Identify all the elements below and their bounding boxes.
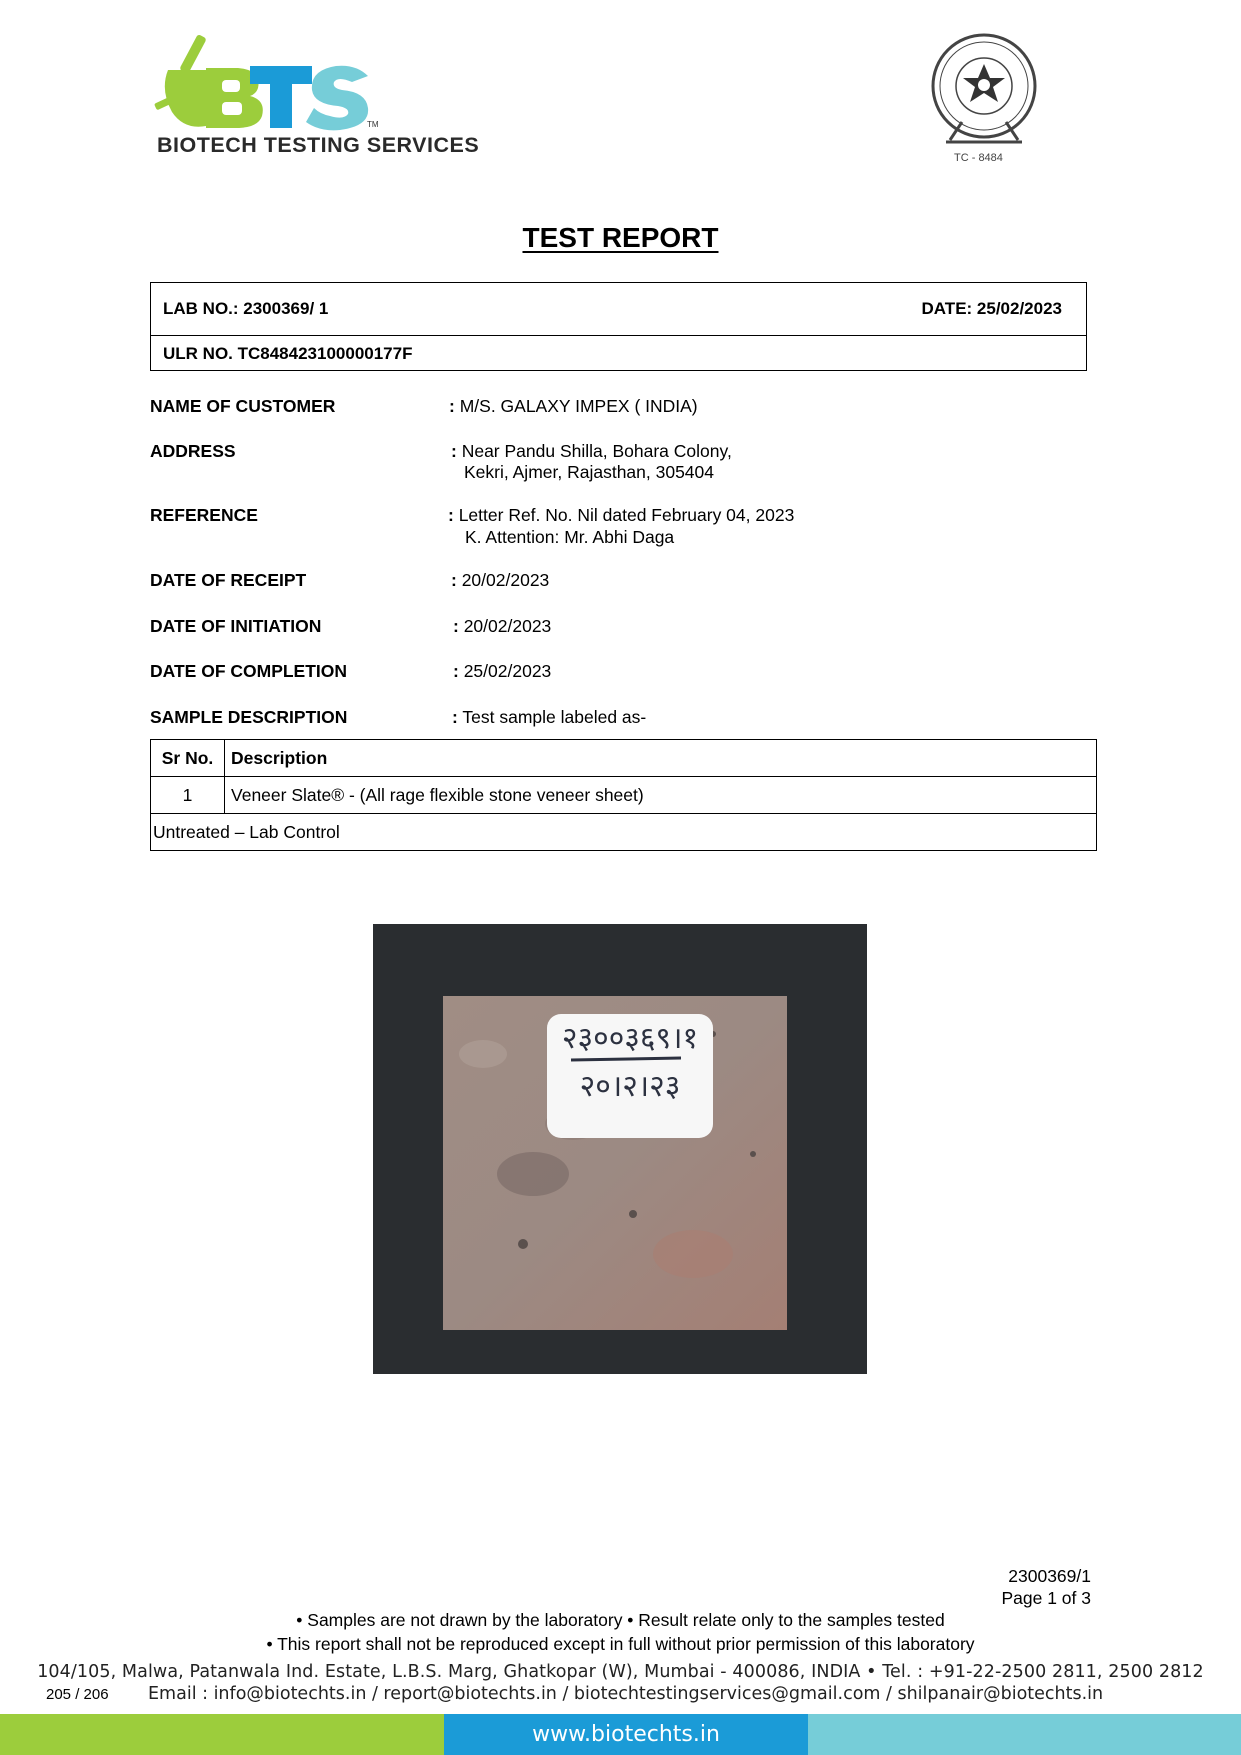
- cell-description: Veneer Slate® - (All rage flexible stone veneer sheet): [225, 777, 1097, 814]
- header-description: Description: [225, 740, 1097, 777]
- sample-description-value: : Test sample labeled as-: [452, 707, 647, 727]
- sample-description-label: SAMPLE DESCRIPTION: [150, 707, 348, 727]
- initiation-date-label: DATE OF INITIATION: [150, 616, 322, 636]
- report-date: DATE: 25/02/2023: [921, 299, 1062, 318]
- website-link[interactable]: www.biotechts.in: [532, 1722, 720, 1747]
- cell-sr-no: 1: [151, 777, 225, 814]
- company-logo: [150, 30, 550, 160]
- page-counter: 205 / 206: [46, 1686, 109, 1703]
- cell-control: Untreated – Lab Control: [151, 814, 1097, 851]
- address-label: ADDRESS: [150, 441, 236, 461]
- label-number: २३००३६९।१: [561, 1021, 699, 1056]
- ulr-number: ULR NO. TC848423100000177F: [163, 344, 413, 363]
- accreditation-seal: [920, 30, 1050, 170]
- page-reference: [1001, 1565, 1091, 1609]
- initiation-date-value: : 20/02/2023: [453, 616, 552, 636]
- seal-emblem-icon: [920, 30, 1050, 155]
- reference-value: : Letter Ref. No. Nil dated February 04, 2023: [448, 505, 795, 525]
- band-teal: [808, 1714, 1241, 1755]
- lab-number: LAB NO.: 2300369/ 1: [163, 299, 329, 318]
- table-row: [151, 777, 1097, 814]
- address-value-line2: Kekri, Ajmer, Rajasthan, 305404: [464, 462, 715, 482]
- accreditation-code: TC - 8484: [954, 152, 1003, 164]
- address-value: : Near Pandu Shilla, Bohara Colony,: [451, 441, 732, 461]
- footer-note-2: • This report shall not be reproduced except in full without prior permission of this laboratory: [266, 1634, 975, 1654]
- reference-value-line2: K. Attention: Mr. Abhi Daga: [465, 527, 675, 547]
- report-title: TEST REPORT: [522, 222, 719, 253]
- table-header-row: [151, 740, 1097, 777]
- report-ref: 2300369/1: [1008, 1566, 1091, 1586]
- sample-photo: [373, 924, 867, 1374]
- customer-name-label: NAME OF CUSTOMER: [150, 396, 336, 416]
- trademark-mark: TM: [367, 120, 379, 129]
- customer-name-value: : M/S. GALAXY IMPEX ( INDIA): [449, 396, 698, 416]
- table-footer-row: [151, 814, 1097, 851]
- receipt-date-label: DATE OF RECEIPT: [150, 570, 307, 590]
- lab-info-box: [150, 282, 1087, 371]
- completion-date-value: : 25/02/2023: [453, 661, 552, 681]
- box-divider: [151, 335, 1086, 336]
- header-sr-no: Sr No.: [151, 740, 225, 777]
- lab-address: 104/105, Malwa, Patanwala Ind. Estate, L.B.S. Marg, Ghatkopar (W), Mumbai - 400086, INDIA • Tel. : +91-22-2500 2811, 2500 2812: [37, 1662, 1204, 1682]
- footer-note-1: • Samples are not drawn by the laboratory • Result relate only to the samples tested: [296, 1610, 945, 1630]
- receipt-date-value: : 20/02/2023: [451, 570, 550, 590]
- band-green: [0, 1714, 444, 1755]
- completion-date-label: DATE OF COMPLETION: [150, 661, 348, 681]
- label-date: २०।२।२३: [579, 1069, 681, 1104]
- company-name: BIOTECH TESTING SERVICES: [157, 133, 480, 157]
- sample-table: [150, 739, 1097, 851]
- contact-emails: Email : info@biotechts.in / report@biotechts.in / biotechtestingservices@gmail.com / shilpanair@biotechts.in: [148, 1684, 1104, 1704]
- bts-logo-mark: [150, 30, 380, 135]
- footer-color-band: [0, 1714, 1241, 1755]
- page-number: Page 1 of 3: [1001, 1588, 1091, 1608]
- reference-label: REFERENCE: [150, 505, 258, 525]
